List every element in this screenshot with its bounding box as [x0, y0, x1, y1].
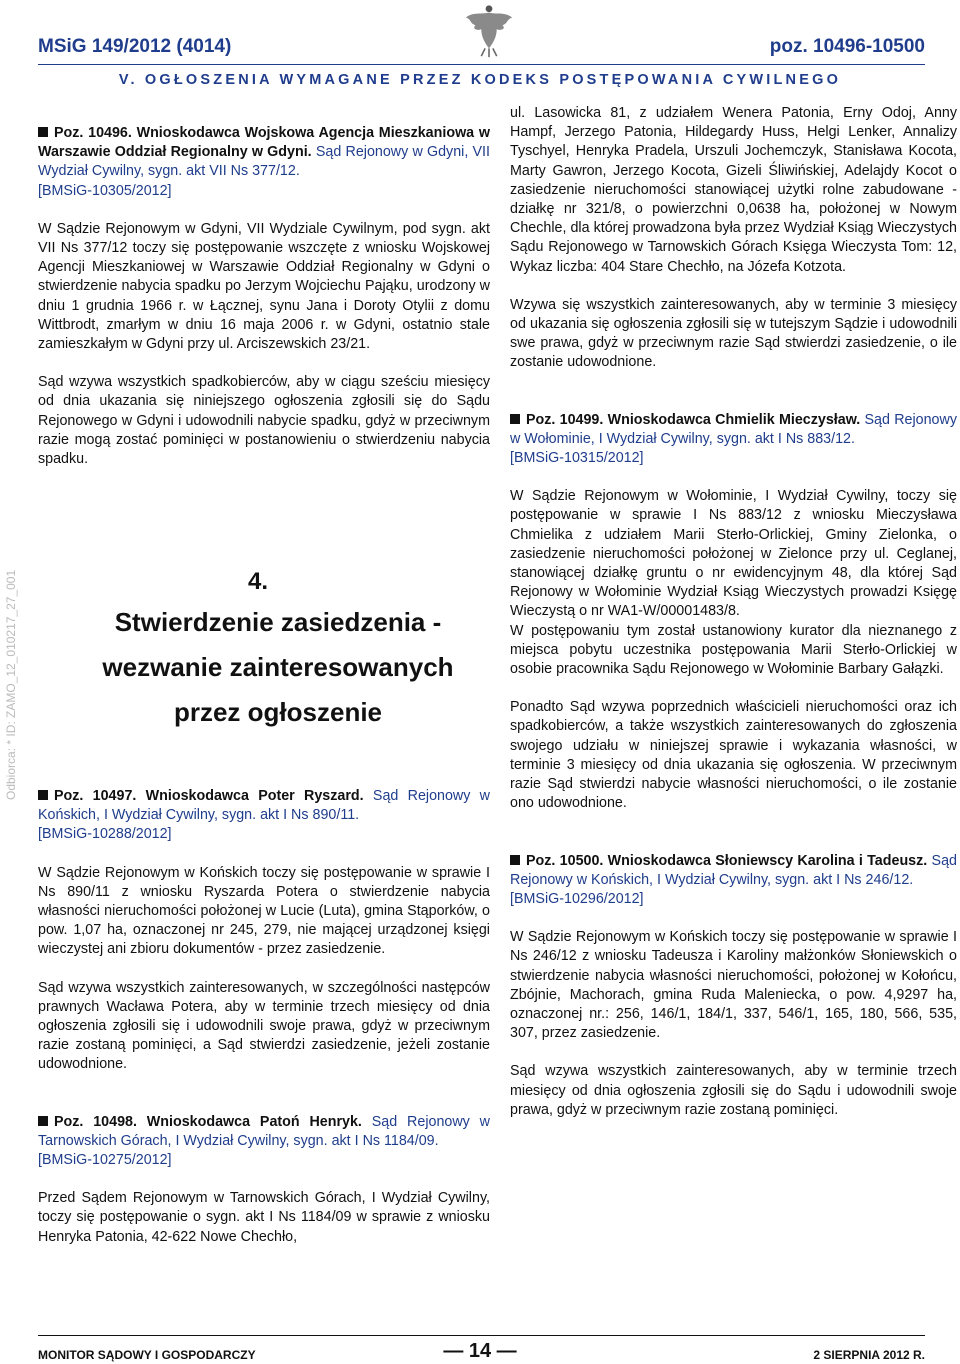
entry-10500-court: Sąd Rejonowy w Końskich, I Wydział Cywilny, sygn. akt I Ns 246/12. — [510, 852, 957, 888]
entry-10496-court: Sąd Rejonowy w Gdyni, VII Wydział Cywilny, sygn. akt VII Ns 377/12. — [38, 144, 490, 180]
entry-10497-summons: Sąd wzywa wszystkich zainteresowanych, w szczególności następców prawnych Wacława Potera, aby w terminie trzech miesięcy od dnia ogłoszenia zgłosili się i udowodnili swoje prawa, gdyż w przeciwnym razie zostaną pominięci, a Sąd stwierdzi zasiedzenie, jeżeli zostanie udowodnione. — [38, 979, 490, 1073]
entry-10497-court: Sąd Rejonowy w Końskich, I Wydział Cywilny, sygn. akt I Ns 890/11. — [38, 788, 490, 824]
entry-10499-summons: Ponadto Sąd wzywa poprzednich właścicieli nieruchomości oraz ich spadkobierców, a także wszystkich zainteresowanych do zgłoszenia swojego udziału w niniejszej sprawie i wykazania własności, w terminie 3 miesięcy od dnia ukazania się ogłoszenia. W przeciwnym razie Sąd stwierdzi nabycie własności nieruchomości, o ile zostanie ono udowodnione. — [510, 699, 957, 812]
entry-10498-ref: [BMSiG-10275/2012] — [38, 1152, 172, 1169]
recipient-watermark: Odbiorca: * ID: ZAMO_12_010217_27_001 — [4, 569, 18, 800]
footer-divider — [38, 1335, 925, 1336]
entry-10499-ref: [BMSiG-10315/2012] — [510, 450, 644, 467]
header-divider — [38, 64, 925, 65]
bullet-square-icon — [38, 790, 48, 800]
entry-10499-curator: W postępowaniu tym został ustanowiony kurator dla nieznanego z miejsca pobytu uczestnika postępowania Marii Sterło-Orlickiej w osobie pracownika Sądu Rejonowego w Wołominie Barbary Gałązki. — [510, 622, 957, 678]
entry-10498-summons: Wzywa się wszystkich zainteresowanych, aby w terminie 3 miesięcy od ukazania się ogłoszenia zgłosili się w tutejszym Sądzie i udowodnili swe prawa, gdyż w przeciwnym razie Sąd stwierdzi zasiedzenie, o ile zostanie udowodnione. — [510, 296, 957, 371]
publication-name: MONITOR SĄDOWY I GOSPODARCZY — [38, 1348, 256, 1362]
bullet-square-icon — [510, 855, 520, 865]
entry-10499-body: W Sądzie Rejonowym w Wołominie, I Wydział Cywilny, toczy się postępowanie w sprawie I Ns 883/12 z wniosku Mieczysława Chmielika z udziałem Marii Sterło-Orlickiej, Gminy Zielonka, o zasiedzenie nieruchomości położonej w Zielonce przy ul. Ceglanej, stanowiącej działkę gruntu o nr ewidencyjnym 48, dla której Sąd Rejonowy w Wołominie Wydział Ksiąg Wieczystych prowadzi Księgę Wieczystą o nr WA1-W/00001483/8. — [510, 488, 957, 620]
bullet-square-icon — [510, 414, 520, 424]
entry-10498-heading: Poz. 10498. Wnioskodawca Patoń Henryk. — [38, 1114, 362, 1130]
entry-10497-body: W Sądzie Rejonowym w Końskich toczy się postępowanie w sprawie I Ns 890/11 z wniosku Ryszarda Potera o stwierdzenie nabycia własności nieruchomości położonej w Lucie (Luta), gmina Stąporków, o pow. 1,07 ha, oznaczonej nr 245, 279, nie mającej urządzonej księgi wieczystej ani zbioru dokumentów - przez zasiedzenie. — [38, 864, 490, 958]
entry-10500-ref: [BMSiG-10296/2012] — [510, 890, 644, 907]
entry-10500-body: W Sądzie Rejonowym w Końskich toczy się postępowanie w sprawie I Ns 246/12 z wniosku Tadeusza i Karoliny małżonków Słoniewskich o stwierdzenie nabycia własności nieruchomości, położonej w Kołońcu, Zbójnie, Machorach, gmina Ruda Maleniecka, o pow. 4,9297 ha, oznaczonej nr.: 256, 146/1, 184/1, 337, 546/1, 165, 180, 566, 535, 307, przez zasiedzenie. — [510, 929, 957, 1042]
entry-10498-body: Przed Sądem Rejonowym w Tarnowskich Górach, I Wydział Cywilny, toczy się postępowanie o sygn. akt I Ns 1184/09 w sprawie z wniosku Henryka Patonia, 42-622 Nowe Chechło, — [38, 1190, 490, 1245]
entry-10500-summons: Sąd wzywa wszystkich zainteresowanych, aby w terminie trzech miesięcy od dnia ogłoszenia zgłosili się do Sądu i udowodnili swoje prawa, gdyż w przeciwnym razie zostaną pominięci. — [510, 1063, 957, 1118]
entry-10498-continued: ul. Lasowicka 81, z udziałem Wenera Patonia, Erny Odoj, Anny Hampf, Jerzego Patonia, Hildegardy Huss, Helgi Lenker, Annalizy Tyschyel, Henryka Pradela, Urszuli Jochemczyk, Stanisława Kocota, Marty Gawron, Jerzego Kocota, Gizeli Śliwińskiej, Adelajdy Kocot o zasiedzenie nieruchomości stanowiącej użytki rolne zabudowane - działkę nr 321/8, o powierzchni 0,0638 ha, położonej w Nowym Chechle, dla której prowadzona była przez Wydział Ksiąg Wieczystych Sądu Rejonowego w Tarnowskich Górach Księga Wieczysta Tom: 12, Wykaz liczba: 404 Stare Chechło, na Józefa Kotzota. — [510, 105, 957, 275]
entry-10496-ref: [BMSiG-10305/2012] — [38, 182, 172, 199]
entry-10496-heading: Poz. 10496. Wnioskodawca Wojskowa Agencja Mieszkaniowa w Warszawie Oddział Regionalny w Gdyni. — [38, 125, 490, 161]
entry-10496-body: W Sądzie Rejonowym w Gdyni, VII Wydziale Cywilnym, pod sygn. akt VII Ns 377/12 toczy się postępowanie wszczęte z wniosku Wojskowej Agencji Mieszkaniowej w Warszawie Oddział Regionalny w Gdyni o stwierdzenie nabycia spadku po Jerzym Wojciechu Pająku, urodzony w dniu 1 grudnia 1966 r. w Łącznej, synu Jana i Doroty Otylii z domu Wittbrodt, zmarłym w dniu 16 maja 2006 r. w Gdyni, ostatnio stale zamieszkałym w Gdyni przy ul. Arciszewskich 23/21. — [38, 220, 490, 353]
eagle-emblem-icon — [460, 2, 518, 60]
entry-10497-ref: [BMSiG-10288/2012] — [38, 826, 172, 843]
bullet-square-icon — [38, 1116, 48, 1126]
bullet-square-icon — [38, 127, 48, 137]
chapter-number: 4. — [247, 568, 268, 595]
entry-10498-court: Sąd Rejonowy w Tarnowskich Górach, I Wydział Cywilny, sygn. akt I Ns 1184/09. — [38, 1113, 490, 1149]
entry-10496-summons: Sąd wzywa wszystkich spadkobierców, aby w ciągu sześciu miesięcy od dnia ukazania się niniejszego ogłoszenia zgłosili się do Sądu Rejonowego w Gdyni i udowodnili nabycie spadku, gdyż w przeciwnym razie mogą zostać pominięci w postanowieniu o stwierdzeniu nabycia spadku. — [38, 374, 490, 468]
entry-10497-heading: Poz. 10497. Wnioskodawca Poter Ryszard. — [38, 788, 364, 804]
publication-date: 2 SIERPNIA 2012 R. — [813, 1348, 925, 1362]
entry-10499-heading: Poz. 10499. Wnioskodawca Chmielik Mieczysław. — [510, 412, 860, 428]
chapter-title: Stwierdzenie zasiedzenia - wezwanie zainteresowanych przez ogłoszenie — [102, 607, 454, 727]
issue-number: MSiG 149/2012 (4014) — [38, 36, 232, 57]
section-title: V. OGŁOSZENIA WYMAGANE PRZEZ KODEKS POSTĘPOWANIA CYWILNEGO — [118, 72, 842, 88]
entry-10499-court: Sąd Rejonowy w Wołominie, I Wydział Cywilny, sygn. akt I Ns 883/12. — [510, 411, 957, 447]
entry-10500-heading: Poz. 10500. Wnioskodawca Słoniewscy Karolina i Tadeusz. — [510, 853, 927, 869]
page-number: — 14 — — [443, 1340, 517, 1362]
position-range: poz. 10496-10500 — [769, 36, 925, 57]
